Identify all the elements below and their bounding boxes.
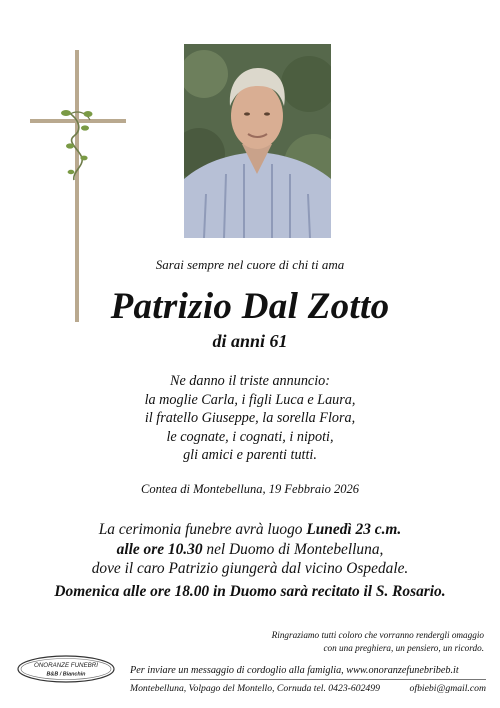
- footer-divider: [130, 679, 486, 680]
- thanks-note: [184, 629, 484, 655]
- cross-icon: [30, 50, 126, 322]
- rosary-notice: Domenica alle ore 18.00 in Duomo sarà recitato il S. Rosario.: [54, 583, 446, 600]
- logo-line1: ONORANZE FUNEBRI: [34, 662, 98, 669]
- announcement-line: il fratello Giuseppe, la sorella Flora,: [144, 410, 356, 427]
- ceremony-line: [0, 520, 500, 540]
- deceased-age: di anni 61: [212, 331, 288, 351]
- thanks-line: con una preghiera, un pensiero, un ricordo.: [323, 643, 484, 653]
- deceased-name: Patrizio Dal Zotto: [110, 286, 390, 327]
- footer-address: [130, 683, 486, 694]
- online-condolences: Per inviare un messaggio di cordoglio alla famiglia, www.onoranzefunebribeb.it: [130, 665, 459, 676]
- announcement-line: la moglie Carla, i figli Luca e Laura,: [144, 391, 356, 408]
- thanks-line: Ringraziamo tutti coloro che vorranno rendergli omaggio: [271, 630, 484, 640]
- email-link[interactable]: ofbiebi@gmail.com: [409, 683, 486, 694]
- funeral-home-logo: [16, 654, 116, 684]
- address-text: Montebelluna, Volpago del Montello, Cornuda tel. 0423-602499: [130, 683, 380, 694]
- announcement-line: gli amici e parenti tutti.: [183, 447, 317, 464]
- motto: Sarai sempre nel cuore di chi ti ama: [155, 257, 345, 272]
- announcement-line: le cognate, i cognati, i nipoti,: [166, 428, 334, 445]
- ceremony-line: [0, 540, 500, 560]
- ceremony-text-part: La cerimonia funebre avrà luogo: [98, 521, 307, 538]
- ceremony-line: dove il caro Patrizio giungerà dal vicino Ospedale.: [91, 560, 409, 578]
- ceremony-date: Lunedì 23 c.m.: [306, 521, 402, 538]
- place-date: Contea di Montebelluna, 19 Febbraio 2026: [140, 482, 360, 496]
- ceremony-text-part: nel Duomo di Montebelluna,: [202, 540, 384, 558]
- ceremony-time: alle ore 10.30: [116, 540, 203, 558]
- logo-line2: B&B / Bianchin: [46, 671, 86, 678]
- announcement-line: Ne danno il triste annuncio:: [170, 373, 330, 389]
- announcement: [0, 372, 500, 465]
- ceremony-text: [0, 520, 500, 579]
- portrait-photo: [184, 44, 331, 238]
